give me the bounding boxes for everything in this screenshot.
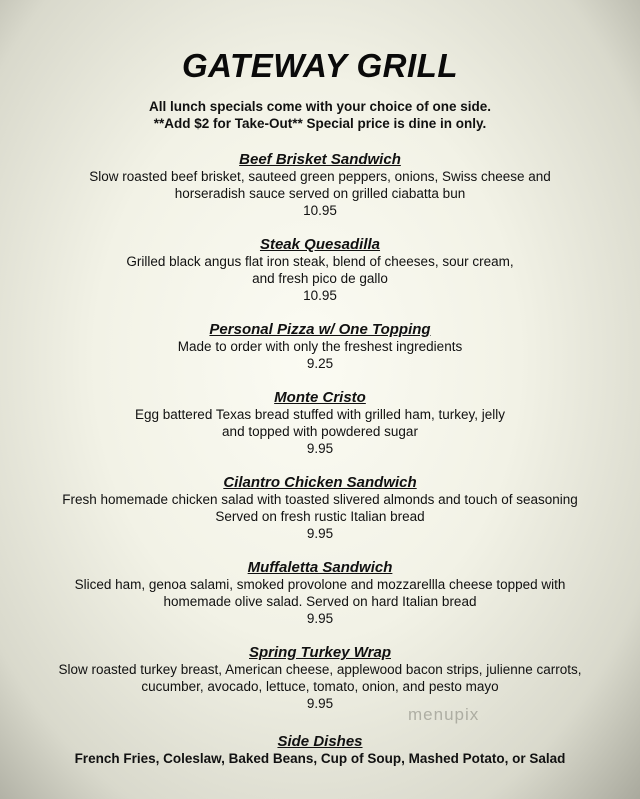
- item-name: Cilantro Chicken Sandwich: [223, 474, 417, 491]
- item-description-line: Served on fresh rustic Italian bread: [215, 509, 425, 524]
- item-name: Steak Quesadilla: [259, 236, 381, 253]
- menu-item-steak-quesadilla: [0, 236, 640, 304]
- menu-item-muffaletta: [0, 559, 640, 627]
- item-description-line: Sliced ham, genoa salami, smoked provolone and mozzarellla cheese topped with: [74, 577, 566, 592]
- item-name: Personal Pizza w/ One Topping: [209, 321, 431, 338]
- item-name: Muffaletta Sandwich: [247, 559, 393, 576]
- item-description-line: Egg battered Texas bread stuffed with grilled ham, turkey, jelly: [135, 407, 505, 422]
- menu-item-personal-pizza: [0, 321, 640, 372]
- item-price: 10.95: [303, 203, 337, 218]
- item-description-line: and topped with powdered sugar: [222, 424, 418, 439]
- side-dishes-list: French Fries, Coleslaw, Baked Beans, Cup of Soup, Mashed Potato, or Salad: [74, 751, 566, 766]
- item-description-line: Made to order with only the freshest ingredients: [177, 339, 463, 354]
- item-price: 9.25: [306, 356, 334, 371]
- intro-line-1: All lunch specials come with your choice of one side.: [148, 99, 492, 114]
- item-description-line: Slow roasted beef brisket, sauteed green peppers, onions, Swiss cheese and: [89, 169, 551, 184]
- side-dishes-section: [0, 733, 640, 767]
- item-description-line: and fresh pico de gallo: [252, 271, 388, 286]
- item-price: 9.95: [306, 526, 334, 541]
- item-description-line: Fresh homemade chicken salad with toasted slivered almonds and touch of seasoning: [62, 492, 578, 507]
- item-price: 9.95: [306, 696, 334, 711]
- item-description-line: Grilled black angus flat iron steak, blend of cheeses, sour cream,: [126, 254, 514, 269]
- item-description-line: Slow roasted turkey breast, American cheese, applewood bacon strips, julienne carrots,: [58, 662, 582, 677]
- item-description-line: homemade olive salad. Served on hard Italian bread: [163, 594, 477, 609]
- item-description-line: horseradish sauce served on grilled ciabatta bun: [174, 186, 466, 201]
- item-name: Beef Brisket Sandwich: [239, 151, 401, 168]
- item-name: Monte Cristo: [274, 389, 366, 406]
- item-price: 9.95: [306, 441, 334, 456]
- item-price: 10.95: [303, 288, 337, 303]
- side-dishes-heading: Side Dishes: [277, 733, 363, 750]
- menupix-watermark: menupix: [408, 705, 480, 724]
- item-description-line: cucumber, avocado, lettuce, tomato, onion, and pesto mayo: [141, 679, 499, 694]
- item-price: 9.95: [306, 611, 334, 626]
- menu-item-monte-cristo: [0, 389, 640, 457]
- menu-item-spring-turkey-wrap: [0, 644, 640, 712]
- menu-item-beef-brisket: [0, 151, 640, 219]
- item-name: Spring Turkey Wrap: [249, 644, 391, 661]
- restaurant-title: GATEWAY GRILL: [182, 47, 458, 84]
- intro-note: [0, 98, 640, 132]
- menu-item-cilantro-chicken: [0, 474, 640, 542]
- intro-line-2: **Add $2 for Take-Out** Special price is dine in only.: [153, 116, 487, 131]
